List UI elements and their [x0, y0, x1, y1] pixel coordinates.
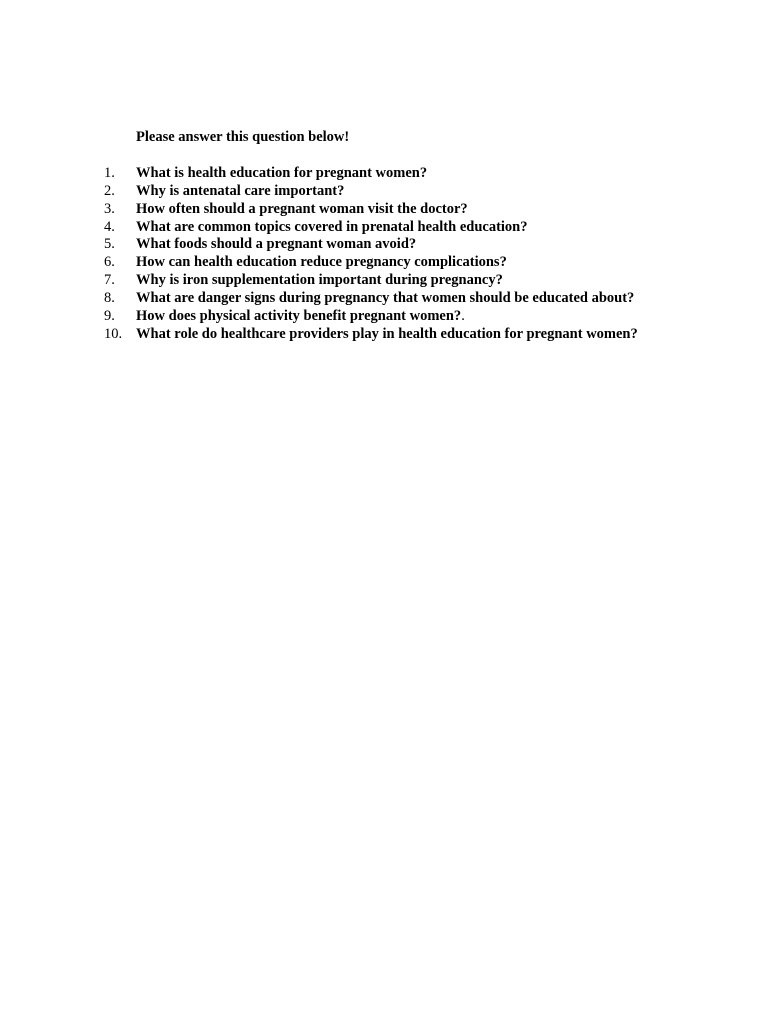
question-number: 5.: [104, 236, 115, 253]
question-item: [104, 326, 638, 344]
question-list: [104, 165, 638, 343]
question-text: How can health education reduce pregnancy complications?: [136, 254, 507, 271]
question-number: 4.: [104, 218, 115, 235]
question-number: 2.: [104, 182, 115, 199]
question-number: 7.: [104, 272, 115, 289]
question-text: What are danger signs during pregnancy that women should be educated about?: [136, 289, 635, 306]
question-number: 10.: [104, 325, 123, 342]
question-number: 9.: [104, 307, 115, 324]
question-number: 6.: [104, 254, 115, 271]
question-item: [104, 165, 638, 183]
question-item: [104, 254, 638, 272]
question-text: What foods should a pregnant woman avoid?: [136, 236, 417, 253]
question-item: [104, 290, 638, 308]
question-item: [104, 201, 638, 219]
question-number: 3.: [104, 200, 115, 217]
question-item: [104, 308, 638, 326]
question-item: [104, 219, 638, 237]
question-text: Why is iron supplementation important during pregnancy?: [136, 272, 503, 289]
question-text: Why is antenatal care important?: [136, 182, 345, 199]
question-number: 8.: [104, 289, 115, 306]
intro-text: Please answer this question below!: [136, 129, 350, 145]
question-text: What are common topics covered in prenatal health education?: [136, 218, 528, 235]
question-item: [104, 272, 638, 290]
question-text: How often should a pregnant woman visit the doctor?: [136, 200, 468, 217]
question-text: What role do healthcare providers play in health education for pregnant women?: [136, 325, 638, 342]
question-item: [104, 183, 638, 201]
question-text: What is health education for pregnant women?: [136, 165, 428, 181]
question-item: [104, 236, 638, 254]
question-number: 1.: [104, 165, 115, 181]
question-text: How does physical activity benefit pregnant women?: [136, 307, 462, 324]
question-suffix: .: [461, 307, 465, 324]
